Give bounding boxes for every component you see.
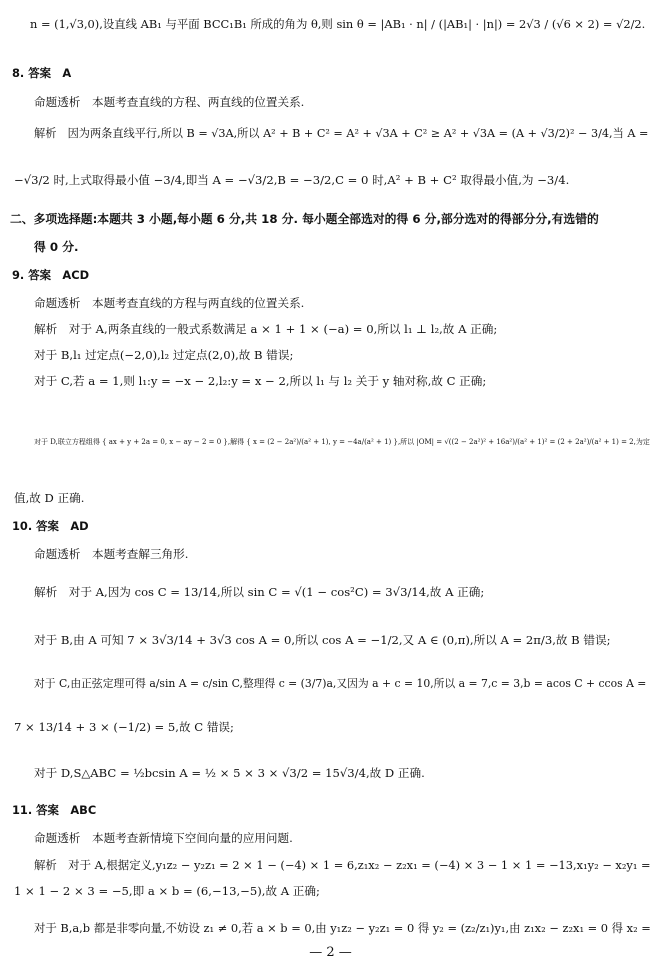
answer-heading: 11. 答案 ABC (12, 803, 97, 817)
section-heading: 得 0 分. (34, 240, 79, 254)
text-line: 1 × 1 − 2 × 3 = −5,即 a × b = (6,−13,−5),故 A 正确; (14, 884, 320, 898)
answer-heading: 9. 答案 ACD (12, 268, 90, 282)
text-line: 对于 C,若 a = 1,则 l₁:y = −x − 2,l₂:y = x − 2,所以 l₁ 与 l₂ 关于 y 轴对称,故 C 正确; (34, 374, 487, 388)
text-line: 7 × 13/14 + 3 × (−1/2) = 5,故 C 错误; (14, 720, 234, 734)
text-line: 解析 因为两条直线平行,所以 B = √3A,所以 A² + B + C² = A² + √3A + C² ≥ A² + √3A = (A + √3/2)² − 3/4,当 A = (34, 127, 649, 140)
text-line: 解析 对于 A,根据定义,y₁z₂ − y₂z₁ = 2 × 1 − (−4) × 1 = 6,z₁x₂ − z₂x₁ = (−4) × 3 − 1 × 1 = −13,x₁y₂ − x₂y₁ = (34, 858, 651, 872)
answer-heading: 10. 答案 AD (12, 519, 89, 533)
text-line: n = (1,√3,0),设直线 AB₁ 与平面 BCC₁B₁ 所成的角为 θ,则 sin θ = |AB₁ · n| / (|AB₁| · |n|) = 2√3 / (√6 × 2) = √2/2. (30, 17, 646, 31)
page-number: — 2 — (309, 945, 352, 960)
text-line: 命题透析 本题考查直线的方程、两直线的位置关系. (34, 95, 305, 109)
text-line: −√3/2 时,上式取得最小值 −3/4,即当 A = −√3/2,B = −3/2,C = 0 时,A² + B + C² 取得最小值,为 −3/4. (14, 173, 570, 187)
text-line: 对于 B,a,b 都是非零向量,不妨设 z₁ ≠ 0,若 a × b = 0,由 y₁z₂ − y₂z₁ = 0 得 y₂ = (z₂/z₁)y₁,由 z₁x₂ − z₂x₁ = 0 得 x₂ = (34, 921, 651, 935)
text-line: 对于 B,l₁ 过定点(−2,0),l₂ 过定点(2,0),故 B 错误; (34, 348, 294, 362)
text-line: 值,故 D 正确. (14, 491, 85, 505)
text-line: 解析 对于 A,两条直线的一般式系数满足 a × 1 + 1 × (−a) = 0,所以 l₁ ⊥ l₂,故 A 正确; (34, 322, 498, 336)
text-line: 命题透析 本题考查解三角形. (34, 547, 189, 561)
text-line: 解析 对于 A,因为 cos C = 13/14,所以 sin C = √(1 − cos²C) = 3√3/14,故 A 正确; (34, 585, 485, 599)
text-line: 对于 D,S△ABC = ½bcsin A = ½ × 5 × 3 × √3/2 = 15√3/4,故 D 正确. (34, 766, 425, 780)
text-line: 对于 B,由 A 可知 7 × 3√3/14 + 3√3 cos A = 0,所以 cos A = −1/2,又 A ∈ (0,π),所以 A = 2π/3,故 B 错误; (34, 633, 611, 647)
text-line: 对于 D,联立方程组得 { ax + y + 2a = 0, x − ay − 2 = 0 },解得 { x = (2 − 2a²)/(a² + 1), y = −4a/(a² + 1) },所以 |OM| = √((2 − 2a²)² + 16a²)/(a² + 1)² = (2 + 2a²)/(a² + 1) = 2,为定 (34, 438, 650, 446)
section-heading: 二、多项选择题:本题共 3 小题,每小题 6 分,共 18 分. 每小题全部选对的得 6 分,部分选对的得部分分,有选错的 (10, 212, 599, 226)
text-line: 命题透析 本题考查直线的方程与两直线的位置关系. (34, 296, 305, 310)
answer-heading: 8. 答案 A (12, 66, 72, 80)
text-line: 命题透析 本题考查新情境下空间向量的应用问题. (34, 831, 293, 845)
text-line: 对于 C,由正弦定理可得 a/sin A = c/sin C,整理得 c = (3/7)a,又因为 a + c = 10,所以 a = 7,c = 3,b = acos C + ccos A = (34, 677, 647, 690)
